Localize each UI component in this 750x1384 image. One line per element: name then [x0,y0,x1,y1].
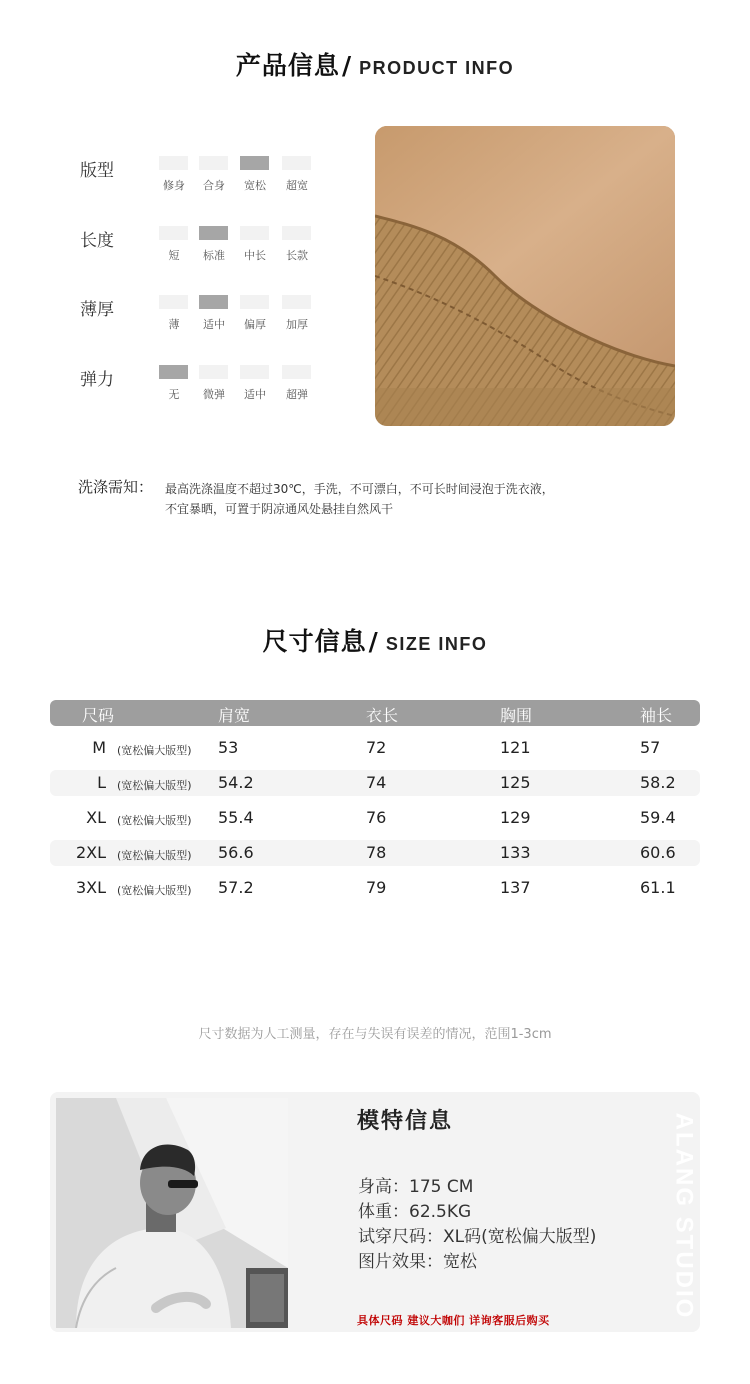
table-row [50,805,700,831]
attribute-option-label: 微弹 [203,388,225,401]
option-indicator [240,295,269,309]
attribute-option-label: 偏厚 [244,318,266,331]
attribute-option [240,156,270,196]
product-info-title-en: PRODUCT INFO [359,58,515,78]
sleeve-cell: 57 [640,738,661,757]
attribute-label: 弹力 [80,370,114,390]
attribute-option [159,295,189,335]
attribute-option-label: 短 [168,249,180,262]
option-indicator [240,365,269,379]
attribute-option-label: 适中 [244,388,266,401]
shoulder-cell: 53 [218,738,239,757]
option-indicator [282,365,311,379]
option-indicator [199,156,228,170]
attribute-option-label: 中长 [244,249,266,262]
length-cell: 72 [366,738,387,757]
sleeve-cell: 59.4 [640,808,676,827]
attribute-option [159,156,189,196]
size-consult-tip: 具体尺码 建议大咖们 详询客服后购买 [357,1314,550,1327]
fabric-illustration [375,126,675,426]
header-shoulder: 肩宽 [218,706,251,725]
fit-cell: (宽松偏大版型) [117,744,192,757]
attribute-option-label: 标准 [203,249,225,262]
studio-watermark-text: ALANG STUDIO [670,1112,698,1320]
length-cell: 76 [366,808,387,827]
attribute-option [199,156,229,196]
header-sleeve: 袖长 [640,706,673,725]
size-info-title-slash: / [368,627,378,656]
option-indicator [282,156,311,170]
model-fit-effect: 图片效果：宽松 [358,1252,477,1272]
product-info-title-cn: 产品信息 [235,51,340,80]
selected-indicator [159,365,188,379]
size-table-body [50,735,700,901]
size-info-title [0,622,750,658]
size-cell: L [97,773,106,792]
model-photo-illustration [56,1098,288,1328]
table-row [50,735,700,761]
attribute-option [199,226,229,266]
fit-cell: (宽松偏大版型) [117,849,192,862]
product-info-title-slash: / [341,51,352,80]
chest-cell: 133 [500,843,531,862]
sleeve-cell: 60.6 [640,843,676,862]
shoulder-cell: 56.6 [218,843,254,862]
attribute-option [199,365,229,405]
fit-cell: (宽松偏大版型) [117,814,192,827]
header-length: 衣长 [366,706,399,725]
selected-indicator [240,156,269,170]
size-table-header [50,700,700,726]
attribute-option [199,295,229,335]
attribute-option-label: 宽松 [244,179,266,192]
chest-cell: 121 [500,738,531,757]
model-height: 身高：175 CM [358,1177,474,1197]
option-indicator [159,156,188,170]
size-cell: 3XL [75,878,106,897]
header-size: 尺码 [82,706,115,725]
attribute-option [282,365,312,405]
size-info-title-en: SIZE INFO [385,634,488,654]
attribute-option-label: 修身 [163,179,185,192]
model-photo [56,1098,288,1328]
size-info-title-cn: 尺寸信息 [262,627,367,656]
fit-cell: (宽松偏大版型) [117,884,192,897]
wash-text-line-2: 不宜暴晒，可置于阴凉通风处悬挂自然风干 [165,502,394,516]
length-cell: 74 [366,773,387,792]
attribute-option [159,365,189,405]
attribute-option [240,295,270,335]
model-info-title: 模特信息 [357,1109,454,1134]
attribute-option-label: 超弹 [286,388,308,401]
length-cell: 78 [366,843,387,862]
studio-watermark [668,1106,698,1326]
attribute-option-label: 超宽 [286,179,308,192]
shoulder-cell: 57.2 [218,878,254,897]
size-cell: XL [86,808,106,827]
selected-indicator [199,226,228,240]
table-row [50,875,700,901]
table-row [50,770,700,796]
option-indicator [282,295,311,309]
model-info-card [50,1092,700,1332]
wash-text [165,479,554,519]
shoulder-cell: 54.2 [218,773,254,792]
size-cell: M [92,738,106,757]
sleeve-cell: 58.2 [640,773,676,792]
fabric-closeup-image [375,126,675,426]
fit-cell: (宽松偏大版型) [117,779,192,792]
attribute-option [282,156,312,196]
studio-watermark-logo [668,1106,698,1326]
attribute-option-label: 合身 [203,179,225,192]
attribute-option-label: 薄 [168,318,180,331]
length-cell: 79 [366,878,387,897]
chest-cell: 125 [500,773,531,792]
attribute-option [282,226,312,266]
chest-cell: 129 [500,808,531,827]
attribute-option-label: 长款 [286,249,308,262]
attribute-label: 薄厚 [80,300,114,320]
attribute-option-label: 加厚 [286,318,308,331]
chest-cell: 137 [500,878,531,897]
shoulder-cell: 55.4 [218,808,254,827]
product-info-title [0,46,750,82]
header-chest: 胸围 [500,706,533,725]
sleeve-cell: 61.1 [640,878,676,897]
wash-label: 洗涤需知： [78,478,154,496]
attribute-option [240,365,270,405]
option-indicator [159,295,188,309]
option-indicator [199,365,228,379]
option-indicator [282,226,311,240]
model-size-worn: 试穿尺码：XL码(宽松偏大版型) [358,1227,597,1247]
table-row [50,840,700,866]
size-table [50,700,700,901]
attribute-label: 长度 [80,231,114,251]
size-cell: 2XL [75,843,106,862]
attribute-label: 版型 [80,161,114,181]
model-weight: 体重：62.5KG [358,1202,472,1222]
measurement-note: 尺寸数据为人工测量，存在与失误有误差的情况，范围1-3cm [198,1027,552,1042]
selected-indicator [199,295,228,309]
attribute-option [282,295,312,335]
wash-text-line-1: 最高洗涤温度不超过30℃，手洗，不可漂白，不可长时间浸泡于洗衣液， [165,482,554,496]
attribute-option [159,226,189,266]
attribute-option [240,226,270,266]
attribute-option-label: 无 [168,388,180,401]
attribute-option-label: 适中 [203,318,225,331]
option-indicator [240,226,269,240]
option-indicator [159,226,188,240]
